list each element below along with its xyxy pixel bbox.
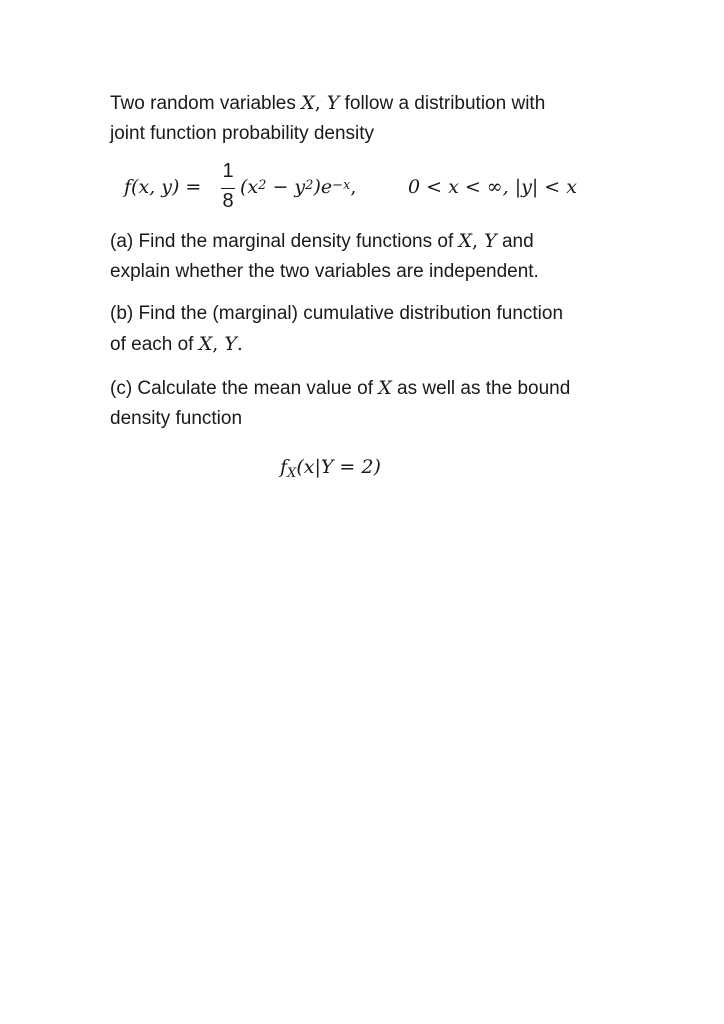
part-a-text-line2: explain whether the two variables are independent. (110, 261, 539, 282)
variable-y: Y (484, 230, 497, 252)
part-c-text-line2: density function (110, 408, 243, 429)
exponent: 2 (258, 178, 267, 193)
variable-x: X (378, 377, 392, 399)
part-a-text: (a) Find the marginal density functions of (110, 231, 459, 252)
period: . (236, 333, 243, 355)
conditional-argument: (x|Y = 2) (296, 456, 381, 478)
part-b-paragraph (110, 299, 610, 360)
variable-x: X (458, 230, 473, 252)
part-c-text: (c) Calculate the mean value of (110, 378, 379, 399)
fraction-bar (221, 188, 235, 189)
variable-y: Y (326, 92, 340, 114)
function-symbol: f (280, 456, 288, 478)
fraction-one-eighth (220, 160, 236, 216)
separator: , (472, 230, 485, 252)
term-exp: )e (313, 176, 333, 198)
part-a-text: and (496, 231, 534, 252)
term-x: (x (240, 176, 259, 198)
variable-y: Y (224, 333, 237, 355)
conditional-density-expression (280, 456, 381, 481)
fraction-denominator: 8 (222, 190, 234, 212)
intro-paragraph (110, 88, 610, 149)
fraction-numerator: 1 (222, 160, 234, 182)
part-b-text-line2: of each of (110, 334, 199, 355)
subscript: X (287, 466, 297, 481)
term-y: − y (266, 176, 306, 198)
equation-body (240, 176, 356, 198)
separator: , (212, 333, 225, 355)
separator: , (314, 92, 327, 114)
joint-density-equation (124, 160, 614, 216)
exponent: 2 (305, 178, 314, 193)
equation-domain: 0 < x < ∞, |y| < x (408, 176, 577, 198)
part-b-text: (b) Find the (marginal) cumulative distribution function (110, 303, 564, 324)
part-a-paragraph (110, 226, 610, 287)
exponent: −x (332, 178, 351, 193)
intro-text: Two random variables (110, 93, 302, 114)
part-c-paragraph (110, 373, 610, 434)
intro-text: follow a distribution with (339, 93, 546, 114)
variable-x: X (301, 92, 315, 114)
equation-lhs: f(x, y) = (124, 176, 202, 198)
part-c-text: as well as the bound (391, 378, 571, 399)
intro-text-line2: joint function probability density (110, 123, 375, 144)
comma: , (350, 176, 357, 198)
variable-x: X (198, 333, 213, 355)
